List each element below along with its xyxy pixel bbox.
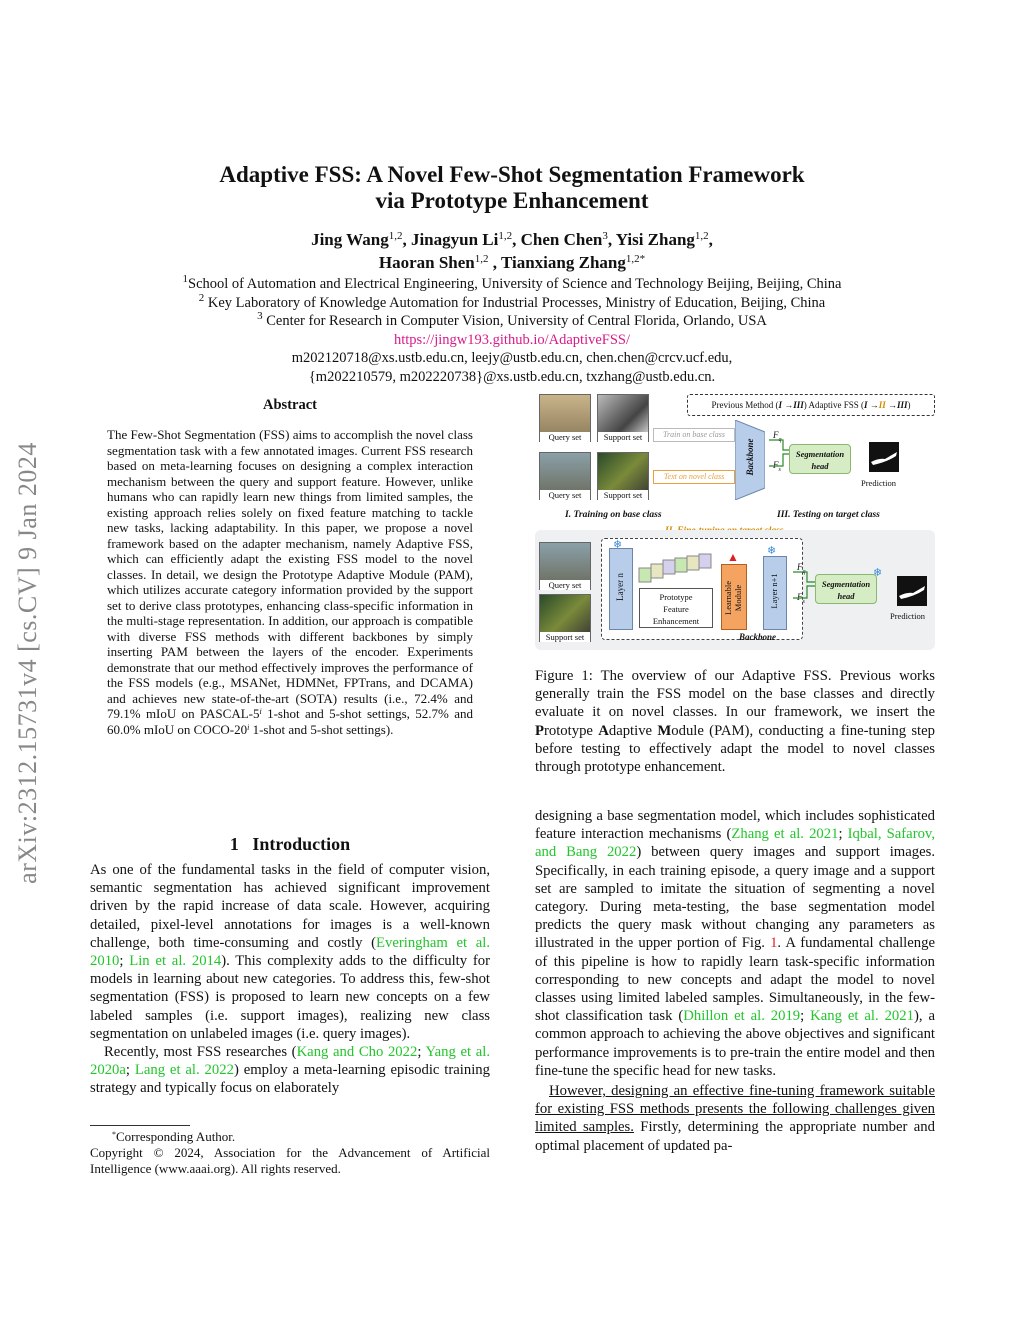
emails-line-2: {m202210579, m202220738}@xs.ustb.edu.cn, txzhang@ustb.edu.cn.: [308, 368, 716, 385]
snowflake-icon: ❄: [873, 567, 883, 579]
prototype-feature-enhancement: Prototype Feature Enhancement: [639, 588, 713, 628]
intro-paragraph-2: Recently, most FSS researches (Kang and Cho 2022; Yang et al. 2020a; Lang et al. 2022) employ a meta-learning episodic training strategy and typically focus on elaborately: [90, 1044, 490, 1097]
test-novel-arrow: Text on novel class: [653, 470, 735, 484]
project-url-link[interactable]: https://jingw193.github.io/AdaptiveFSS/: [393, 331, 631, 348]
author-list: Jing Wang$^{1,2}$, Jinagyun Li$^{1,2}$, Chen Chen$^3$, Yisi Zhang$^{1,2}$, Haoran Shen$^{1,2}$ , Tianxiang Zhang$^{1,2*}$: [311, 230, 713, 272]
fq-label: $F_q$: [773, 430, 782, 443]
affiliation-2: $^2$ Key Laboratory of Knowledge Automation for Industrial Processes, Ministry of Education, Beijing, China: [198, 291, 826, 311]
right-paragraph-2: However, designing an effective fine-tuning framework suitable for existing FSS methods presents the following challenges given limited samples. Firstly, determining the appropriate number and optimal placement of updated pa-: [535, 1083, 935, 1154]
figure-1: [535, 392, 935, 650]
prediction-mask-bottom: [897, 576, 927, 606]
stage-1-label: I. Training on base class: [565, 510, 662, 520]
query-image-finetune: Query set: [539, 542, 591, 590]
feature-arrows-bottom: [791, 564, 817, 604]
citation-everingham[interactable]: Everingham et al. 2010: [90, 934, 490, 970]
figure-legend-box: Previous Method (I →III) Adaptive FSS (I →II →III): [687, 394, 935, 416]
affiliations: [110, 275, 914, 386]
abstract-heading: Abstract: [263, 397, 317, 413]
support-image-novel: Support set: [597, 452, 649, 500]
intro-heading: 1 Introduction: [229, 834, 351, 854]
query-image-base: Query set: [539, 394, 591, 442]
citation-lin[interactable]: Lin et al. 2014: [129, 953, 222, 970]
support-image-finetune: Support set: [539, 594, 591, 642]
footnote-rule: [90, 1125, 190, 1126]
learnable-module-label: Learnable Module: [723, 581, 743, 615]
affiliation-1: $^1$School of Automation and Electrical Engineering, University of Science and Technology Beijing, Beijing, China: [182, 273, 842, 292]
abstract-text: The Few-Shot Segmentation (FSS) aims to accomplish the novel class segmentation task with a few annotated images. Current FSS research based on meta-learning focuses on designing a complex interaction mechanism between the query and support feature. However, unlike humans who can rapidly learn new things from limited samples, the existing approach relies solely on fixed feature matching to tackle new tasks, lacking adaptability. In this paper, we propose a novel framework based on the adapter mechanism, namely Adaptive FSS, which can efficiently adapt the existing FSS model to the novel classes. In detail, we design the Prototype Adaptive Module (PAM), which utilizes accurate category information provided by the support set to derive class prototypes, enhancing class-specific information in the multi-stage representation. In addition, our approach is compatible with diverse FSS methods with different backbones by simply inserting PAM between the layers of the encoder. Experiments demonstrate that our method effectively improves the performance of the FSS models (e.g., MSANet, HDMNet, FPTrans, and DCAMA) and achieves new state-of-the-art (SOTA) results (i.e., 72.4% and 79.1% mIoU on PASCAL-5$^i$ 1-shot and 5-shot settings, 52.7% and 60.0% mIoU on COCO-20$^i$ 1-shot and 5-shot settings).: [107, 427, 473, 737]
citation-yang[interactable]: Yang et al. 2020a: [90, 1044, 490, 1079]
citation-kang-2021[interactable]: Kang et al. 2021: [810, 1008, 914, 1025]
citation-iqbal[interactable]: Iqbal, Safarov, and Bang 2022: [535, 826, 935, 861]
intro-paragraphs: [90, 861, 490, 1098]
backbone-label-bottom: Backbone: [739, 632, 776, 642]
figure-reference-link[interactable]: 1: [770, 935, 778, 952]
affiliation-3: $^3$ Center for Research in Computer Vision, University of Central Florida, Orlando, USA: [257, 310, 767, 329]
prediction-label-top: Prediction: [861, 478, 896, 488]
fire-icon: ▲: [727, 550, 739, 564]
query-image-novel: Query set: [539, 452, 591, 500]
train-base-arrow: Train on base class: [653, 428, 735, 442]
stage-3-label: III. Testing on target class: [777, 510, 880, 520]
citation-dhillon[interactable]: Dhillon et al. 2019: [683, 1008, 801, 1025]
right-column-text: [535, 807, 935, 1155]
fs-label: $F_s$: [773, 460, 781, 473]
citation-zhang[interactable]: Zhang et al. 2021: [731, 826, 839, 843]
citation-lang[interactable]: Lang et al. 2022: [134, 1062, 234, 1079]
prediction-label-bottom: Prediction: [890, 611, 925, 621]
backbone-label: Backbone: [745, 438, 755, 476]
paper-title: Adaptive FSS: A Novel Few-Shot Segmentation Framework via Prototype Enhancement: [219, 162, 805, 213]
emails-line-1: m202120718@xs.ustb.edu.cn, leejy@ustb.edu.cn, chen.chen@crcv.ucf.edu,: [291, 350, 733, 366]
segmentation-head-bottom: Segmentation head: [815, 574, 877, 604]
right-paragraph-1: designing a base segmentation model, which includes sophisticated feature interaction mechanisms (Zhang et al. 2021; Iqbal, Safarov, and Bang 2022) between query images and support images. Specifically, in each training episode, a query image and a support set are sampled to imitate the situation of segmenting a novel category. During meta-testing, the base segmentation model predicts the query mask without changing any parameters as illustrated in the upper portion of Fig. 1. A fundamental challenge of this pipeline is how to rapidly learn task-specific information corresponding to new concepts and adapt the model to novel classes using limited labeled samples. Simultaneously, in the few-shot classification task (Dhillon et al. 2019; Kang et al. 2021), a common approach to achieving the above objectives and significant performance improvements is to pre-train the entire model and then fine-tune the specific head for new tasks.: [535, 808, 935, 1079]
figure-1-caption: Figure 1: The overview of our Adaptive FSS. Previous works generally train the FSS model on the base classes and directly evaluate it on novel classes. In our framework, we insert the Prototype Adaptive Module (PAM), conducting a fine-tuning step before testing to effectively adapt the model to novel classes through prototype enhancement.: [535, 668, 935, 776]
snowflake-icon: ❄: [613, 539, 623, 551]
citation-kang-cho[interactable]: Kang and Cho 2022: [296, 1044, 418, 1061]
footnote: *Corresponding Author. Copyright © 2024, Association for the Advancement of Artificial Intelligence (www.aaai.org). All rights reserved.: [90, 1129, 490, 1176]
intro-paragraph-1: As one of the fundamental tasks in the field of computer vision, semantic segmentation has achieved significant improvement driven by the rapid increase of data scale. However, acquiring detailed, pixel-level annotations for images is a well-known challenge, both time-consuming and costly (Everingham et al. 2010; Lin et al. 2014). This complexity adds to the difficulty for models in learning about new categories. To address this, few-shot segmentation (FSS) is proposed to learn new concepts on a few labeled samples (i.e. support images), realizing new class segmentation on unlabeled images (i.e. query images).: [90, 862, 490, 1042]
snowflake-icon: ❄: [767, 545, 777, 557]
layer-n-label: Layer n: [615, 573, 625, 601]
segmentation-head-top: Segmentation head: [789, 444, 851, 474]
fq-label-bottom: $F_q$: [797, 562, 806, 575]
arxiv-identifier: arXiv:2312.15731v4 [cs.CV] 9 Jan 2024: [13, 441, 42, 884]
fs-label-bottom: $F_s$: [797, 592, 805, 605]
prediction-mask-top: [869, 442, 899, 472]
layer-n1-label: Layer n+1: [769, 573, 779, 609]
support-image-base: Support set: [597, 394, 649, 442]
